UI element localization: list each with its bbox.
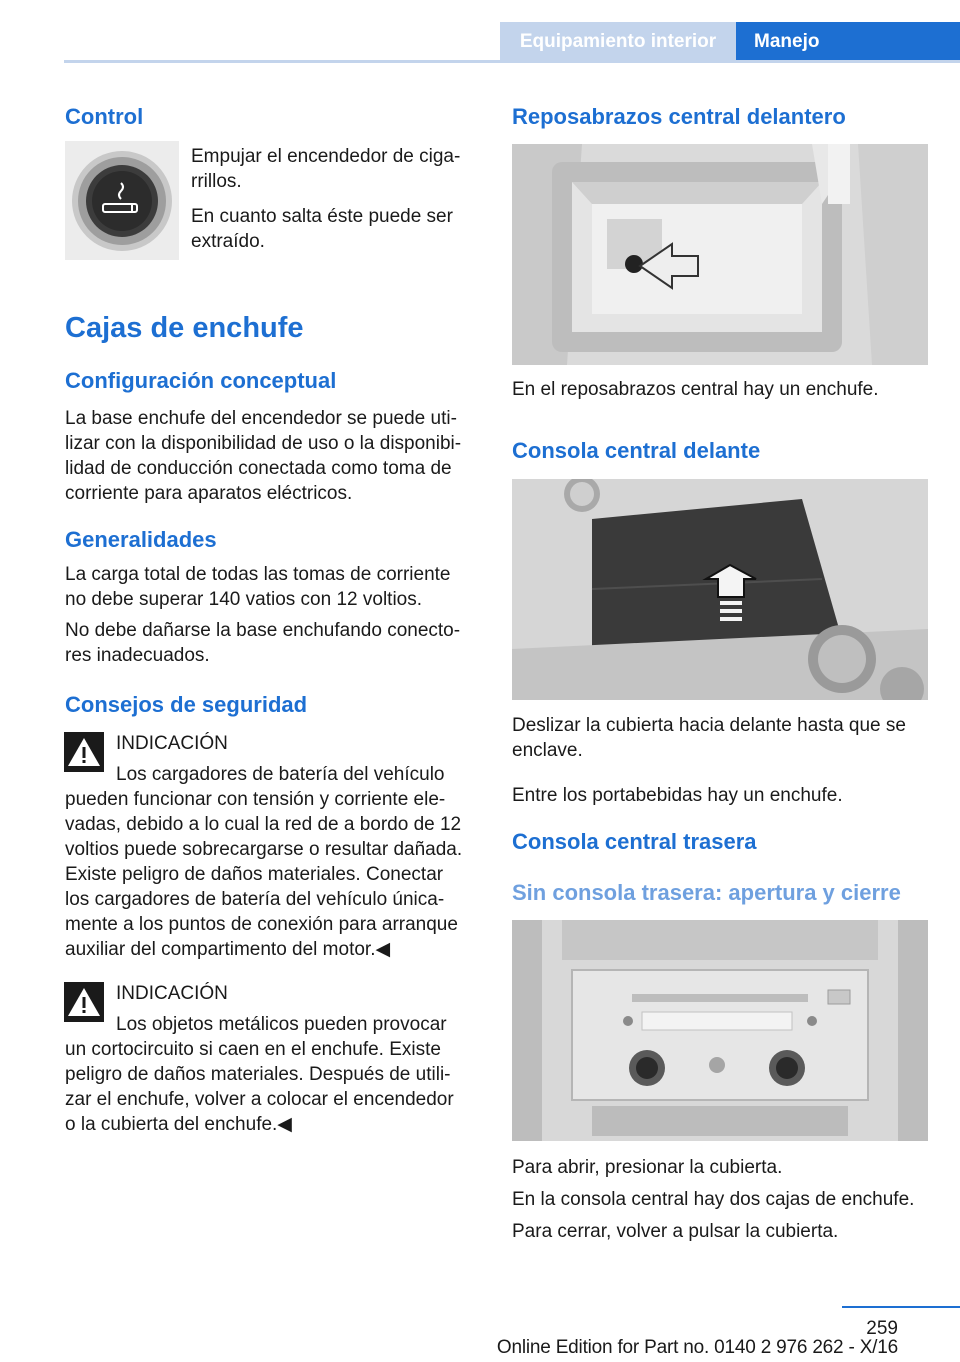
section-tab[interactable]: Equipamiento interior: [500, 22, 736, 62]
control-heading: Control: [65, 104, 144, 129]
armrest-caption: En el reposabrazos central hay un enchufe.: [512, 379, 879, 400]
control-text: Empujar el encendedor de ciga‐ rrillos. En cuanto salta éste puede ser extraído.: [191, 146, 461, 252]
rear-console-image: [512, 920, 928, 1141]
sockets-heading: Cajas de enchufe: [65, 312, 304, 344]
safety-heading: Consejos de seguridad: [65, 692, 308, 717]
armrest-heading: Reposabrazos central delantero: [512, 104, 846, 129]
note2-label: INDICACIÓN: [116, 983, 228, 1004]
chapter-tab[interactable]: Manejo: [736, 22, 960, 62]
front-console-text: Deslizar la cubierta hacia delante hasta que se enclave.: [512, 715, 906, 761]
note2-text: un cortocircuito si caen en el enchufe. Existe peligro de daños materiales. Después de utili‐ zar el enchufe, volver a colocar el encendedor o la cubierta del enchufe.◀: [65, 1039, 454, 1135]
warning-icon: [64, 982, 104, 1022]
general-text: La carga total de todas las tomas de corriente no debe superar 140 vatios con 12 voltios.: [65, 564, 451, 610]
note1-text: pueden funcionar con tensión y corriente ele‐ vadas, debido a lo cual la red de a bordo de 12 voltios puede sobrecargarse o resultar dañada. Existe peligro de daños materiales. Conectar los cargadores de batería del vehículo única‐ mente a los puntos de conexión para arranque auxiliar del compartimento del motor.◀: [65, 789, 463, 960]
front-console-image: [512, 479, 928, 700]
front-console-heading: Consola central delante: [512, 438, 761, 463]
concept-heading: Configuración conceptual: [65, 368, 337, 393]
rear-text-3: Para cerrar, volver a pulsar la cubierta.: [512, 1221, 839, 1242]
concept-text: La base enchufe del encendedor se puede uti‐ lizar con la disponibilidad de uso o la disponibi‐ lidad de conducción conectada como toma de corriente para aparatos eléctricos.: [65, 408, 462, 504]
rear-console-heading: Consola central trasera: [512, 829, 757, 854]
footer-rule: [842, 1306, 960, 1308]
rear-sub-heading: Sin consola trasera: apertura y cierre: [512, 880, 901, 905]
page-number: 259: [866, 1318, 898, 1339]
front-console-text-2: Entre los portabebidas hay un enchufe.: [512, 785, 843, 806]
edition-footer: Online Edition for Part no. 0140 2 976 262 - X/16: [496, 1337, 898, 1358]
general-heading: Generalidades: [65, 527, 217, 552]
note1-label: INDICACIÓN: [116, 733, 228, 754]
rear-text-1: Para abrir, presionar la cubierta.: [512, 1157, 783, 1178]
note1-first-line: Los cargadores de batería del vehículo: [116, 764, 445, 785]
cigarette-lighter-image: [65, 141, 179, 260]
rear-text-2: En la consola central hay dos cajas de enchufe.: [512, 1189, 915, 1210]
armrest-image: [512, 144, 928, 365]
header-rule: [64, 60, 960, 63]
note2-first-line: Los objetos metálicos pueden provocar: [116, 1014, 447, 1035]
warning-icon: [64, 732, 104, 772]
general-text-2: No debe dañarse la base enchufando conecto‐ res inadecuados.: [65, 620, 461, 666]
